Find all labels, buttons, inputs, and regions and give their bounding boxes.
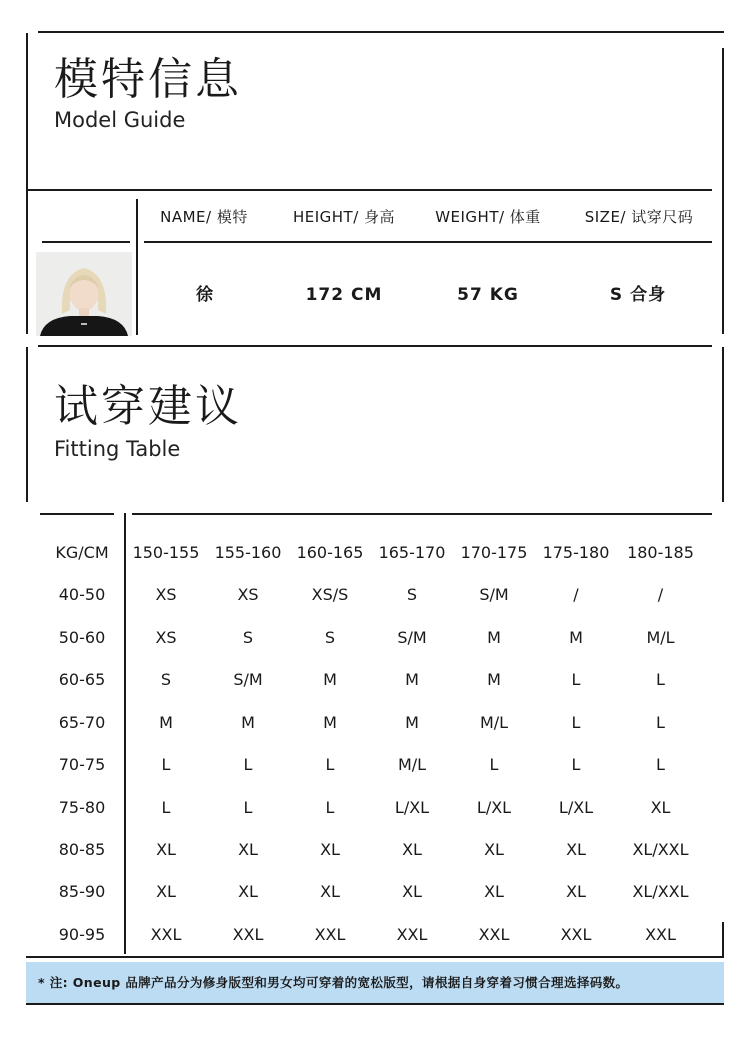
fitting-bottom-left-line bbox=[40, 513, 114, 515]
table-row bbox=[40, 750, 720, 780]
size-cell: M bbox=[569, 628, 583, 647]
model-header-underline bbox=[144, 241, 712, 243]
size-cell: L bbox=[656, 755, 665, 774]
model-vertical-divider bbox=[136, 199, 138, 335]
fitting-bottom-right-line bbox=[132, 513, 712, 515]
size-cell: XL bbox=[156, 882, 176, 901]
frame-top-line bbox=[38, 31, 724, 33]
size-cell: M bbox=[487, 670, 501, 689]
column-header: 150-155 bbox=[132, 543, 200, 562]
size-cell: XS bbox=[155, 585, 177, 604]
size-cell: L bbox=[656, 670, 665, 689]
model-left-border bbox=[26, 191, 28, 334]
size-cell: S bbox=[160, 670, 172, 689]
model-avatar bbox=[36, 252, 132, 336]
column-header: 165-170 bbox=[378, 543, 446, 562]
size-cell: XL bbox=[566, 882, 586, 901]
model-portrait-icon bbox=[36, 252, 132, 336]
size-cell: XL bbox=[156, 840, 176, 859]
fitting-table-title: 试穿建议 bbox=[54, 381, 242, 432]
size-cell: XXL bbox=[560, 925, 592, 944]
fitting-left-border bbox=[26, 347, 28, 502]
size-cell: XL bbox=[238, 882, 258, 901]
size-cell: S/M bbox=[233, 670, 263, 689]
row-weight-label: 80-85 bbox=[58, 840, 106, 859]
size-cell: S/M bbox=[397, 628, 427, 647]
size-cell: L/XL bbox=[558, 798, 594, 817]
size-cell: S bbox=[406, 585, 418, 604]
size-cell: XXL bbox=[150, 925, 182, 944]
table-row bbox=[40, 920, 720, 950]
size-cell: S bbox=[324, 628, 336, 647]
size-cell: XXL bbox=[478, 925, 510, 944]
footer-note-text: * 注: Oneup 品牌产品分为修身版型和男女均可穿着的宽松版型，请根据自身穿着习惯合理选择码数。 bbox=[38, 975, 629, 990]
fitting-right-border bbox=[722, 347, 724, 502]
model-guide-subtitle: Model Guide bbox=[54, 108, 186, 132]
table-row bbox=[40, 708, 720, 738]
size-cell: XXL bbox=[396, 925, 428, 944]
footer-bottom-line bbox=[26, 1003, 724, 1005]
size-cell: XL bbox=[402, 882, 422, 901]
table-header-row bbox=[40, 538, 720, 568]
row-weight-label: 90-95 bbox=[58, 925, 106, 944]
row-weight-label: 75-80 bbox=[58, 798, 106, 817]
table-row bbox=[40, 877, 720, 907]
model-header-height: HEIGHT/ 身高 bbox=[292, 208, 396, 226]
footer-note-banner bbox=[26, 962, 724, 1004]
model-height-value: 172 CM bbox=[305, 285, 383, 305]
model-name-value: 徐 bbox=[196, 285, 214, 305]
model-header-weight: WEIGHT/ 体重 bbox=[435, 208, 541, 226]
size-cell: L bbox=[571, 713, 581, 732]
avatar-top-line bbox=[42, 241, 130, 243]
size-cell: XXL bbox=[314, 925, 346, 944]
size-cell: M bbox=[487, 628, 501, 647]
size-cell: M/L bbox=[646, 628, 675, 647]
size-cell: L bbox=[571, 755, 581, 774]
size-cell: XL bbox=[650, 798, 671, 817]
size-cell: XXL bbox=[645, 925, 676, 944]
size-cell: L/XL bbox=[476, 798, 512, 817]
size-cell: / bbox=[657, 585, 664, 604]
row-weight-label: 65-70 bbox=[58, 713, 106, 732]
model-bottom-line bbox=[38, 345, 712, 347]
size-cell: M bbox=[159, 713, 173, 732]
size-cell: XL/XXL bbox=[632, 882, 689, 901]
size-cell: L bbox=[325, 755, 335, 774]
size-cell: M bbox=[405, 670, 419, 689]
row-weight-label: 40-50 bbox=[58, 585, 106, 604]
size-cell: L bbox=[161, 755, 171, 774]
size-cell: M bbox=[405, 713, 419, 732]
column-header: 180-185 bbox=[627, 543, 694, 562]
size-cell: S/M bbox=[479, 585, 509, 604]
row-weight-label: 50-60 bbox=[58, 628, 106, 647]
column-header: 170-175 bbox=[460, 543, 528, 562]
size-cell: L bbox=[161, 798, 171, 817]
size-cell: XXL bbox=[232, 925, 264, 944]
table-corner-cell: KG/CM bbox=[55, 543, 109, 562]
size-cell: M bbox=[241, 713, 255, 732]
table-row bbox=[40, 580, 720, 610]
table-row bbox=[40, 835, 720, 865]
section-divider-line bbox=[26, 189, 712, 191]
size-cell: M bbox=[323, 713, 337, 732]
size-cell: XL/XXL bbox=[632, 840, 689, 859]
row-weight-label: 60-65 bbox=[58, 670, 106, 689]
table-row bbox=[40, 793, 720, 823]
size-cell: M bbox=[323, 670, 337, 689]
model-header-name: NAME/ 模特 bbox=[160, 208, 248, 226]
column-header: 175-180 bbox=[542, 543, 610, 562]
fitting-right-tail-line bbox=[722, 922, 724, 956]
size-cell: M/L bbox=[397, 755, 427, 774]
size-cell: M/L bbox=[479, 713, 509, 732]
size-cell: XL bbox=[320, 840, 340, 859]
size-cell: XS/S bbox=[311, 585, 349, 604]
size-cell: S bbox=[242, 628, 254, 647]
size-cell: XL bbox=[402, 840, 422, 859]
model-size-value: S 合身 bbox=[609, 285, 667, 305]
footer-top-line bbox=[26, 956, 724, 958]
size-cell: XS bbox=[155, 628, 177, 647]
column-header: 160-165 bbox=[296, 543, 364, 562]
model-header-size: SIZE/ 试穿尺码 bbox=[584, 208, 694, 226]
size-cell: L bbox=[656, 713, 665, 732]
frame-left-line bbox=[26, 33, 28, 191]
model-right-border bbox=[722, 191, 724, 334]
row-weight-label: 70-75 bbox=[58, 755, 106, 774]
table-row bbox=[40, 623, 720, 653]
size-cell: L bbox=[325, 798, 335, 817]
model-weight-value: 57 KG bbox=[457, 285, 519, 305]
table-row bbox=[40, 665, 720, 695]
size-cell: L bbox=[243, 798, 253, 817]
size-cell: XL bbox=[484, 882, 504, 901]
size-cell: L bbox=[571, 670, 581, 689]
size-cell: L bbox=[489, 755, 499, 774]
fitting-table-subtitle: Fitting Table bbox=[54, 437, 181, 461]
size-cell: XL bbox=[484, 840, 504, 859]
size-cell: XS bbox=[237, 585, 259, 604]
size-cell: / bbox=[573, 585, 579, 604]
size-cell: XL bbox=[566, 840, 586, 859]
model-guide-title: 模特信息 bbox=[54, 54, 242, 105]
size-cell: L/XL bbox=[394, 798, 430, 817]
row-weight-label: 85-90 bbox=[58, 882, 106, 901]
size-cell: L bbox=[243, 755, 253, 774]
size-cell: XL bbox=[320, 882, 340, 901]
frame-right-line bbox=[722, 48, 724, 191]
column-header: 155-160 bbox=[214, 543, 282, 562]
size-cell: XL bbox=[238, 840, 258, 859]
